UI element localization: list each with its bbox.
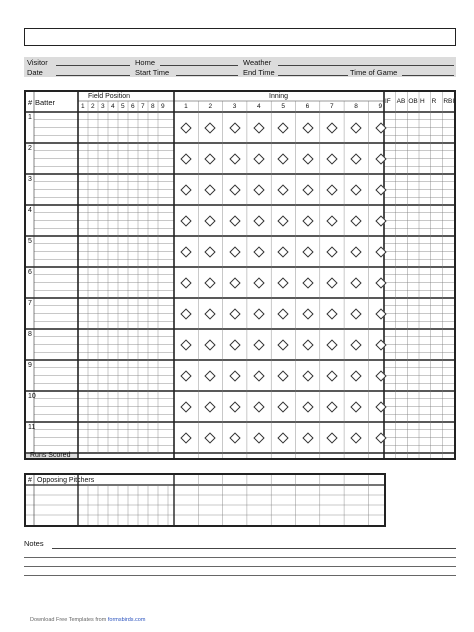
field-position-number: 2 [91,102,95,110]
stat-header: R [431,98,437,105]
home-field[interactable] [160,65,238,66]
notes-line-3[interactable] [24,566,456,567]
time-of-game-field[interactable] [402,75,454,76]
field-position-number: 5 [121,102,125,110]
notes-line-2[interactable] [24,557,456,558]
inning-number: 9 [378,102,383,110]
home-label: Home [135,58,156,67]
title-field[interactable] [24,28,456,46]
stat-header: IF [385,98,391,105]
pitchers-grid [24,473,386,527]
inning-number: 1 [184,102,188,110]
start-time-field[interactable] [176,75,238,76]
batting-grid-lines [26,92,454,458]
weather-field[interactable] [278,65,454,66]
stat-header: OB [408,98,418,105]
visitor-field[interactable] [56,65,130,66]
batter-number: 8 [28,331,32,338]
field-position-header: Field Position [88,93,131,100]
time-of-game-label: Time of Game [350,68,398,77]
end-time-field[interactable] [278,75,348,76]
notes-line-4[interactable] [24,575,456,576]
weather-label: Weather [243,58,272,67]
opposing-pitchers-title: Opposing Pitchers [37,477,95,484]
batter-number: 5 [28,238,32,245]
batter-number: 2 [28,145,32,152]
inning-number: 8 [354,102,358,110]
game-info-bar [24,57,456,77]
footer [30,617,145,623]
notes-line-1[interactable] [52,548,456,549]
footer-link[interactable]: formsbirds.com [107,617,146,623]
num-header: # [28,98,33,107]
field-position-number: 6 [131,102,135,110]
inning-number: 4 [257,102,261,110]
notes-label: Notes [24,539,44,548]
stat-header: RBI [443,98,455,105]
field-position-number: 4 [111,102,115,110]
field-position-number: 3 [101,102,105,110]
end-time-label: End Time [243,68,275,77]
visitor-label: Visitor [27,58,48,67]
inning-number: 6 [305,102,310,110]
stat-header: H [420,98,425,105]
inning-number: 5 [281,102,285,110]
runs-scored-label: Runs Scored [30,452,71,459]
batter-number: 7 [28,300,32,307]
batter-number: 4 [28,207,32,214]
pitchers-num-header: # [28,477,32,484]
start-time-label: Start Time [135,68,170,77]
inning-header: Inning [269,93,289,100]
field-position-number: 8 [151,102,155,110]
inning-number: 7 [329,102,334,110]
batter-number: 6 [28,269,32,276]
batter-number: 1 [28,114,32,121]
field-position-number: 7 [141,102,145,110]
footer-prefix: Download Free Templates from [30,617,108,623]
batter-number: 9 [28,362,32,369]
field-position-number: 1 [81,102,85,110]
stat-header: AB [396,98,406,105]
batter-number: 11 [28,424,36,431]
inning-number: 3 [232,102,237,110]
batter-number: 3 [28,176,32,183]
batting-grid [24,90,456,460]
field-position-number: 9 [161,102,165,110]
inning-number: 2 [208,102,213,110]
batter-number: 10 [28,393,36,400]
date-label: Date [27,68,43,77]
date-field[interactable] [56,75,130,76]
batter-header: Batter [35,98,56,107]
